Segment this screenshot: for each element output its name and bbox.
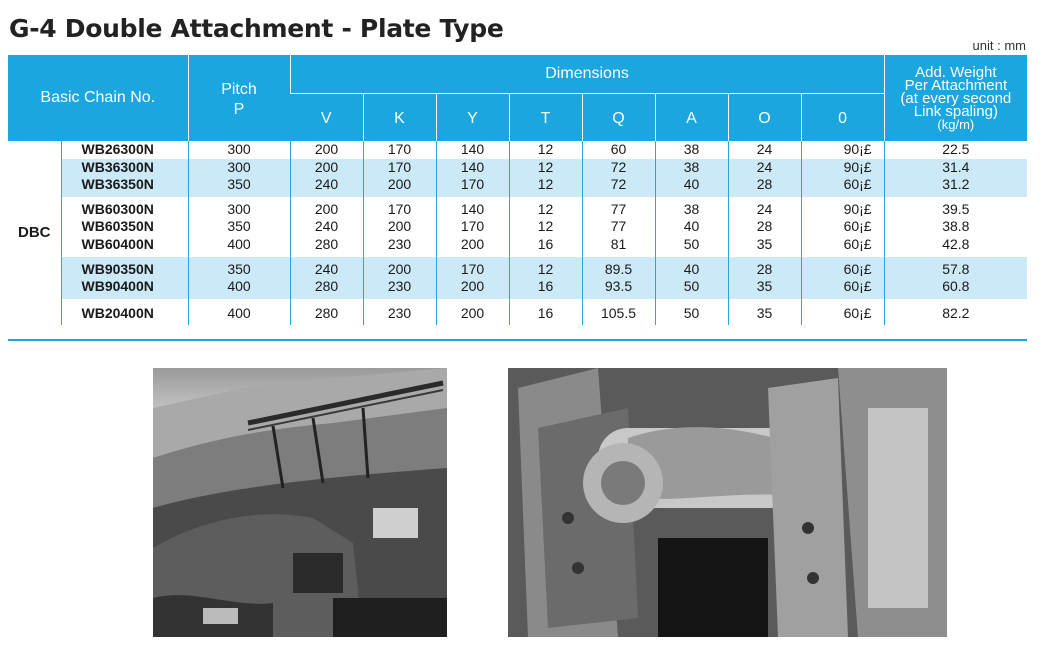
cell-o: 28 bbox=[728, 176, 801, 197]
table-row bbox=[8, 141, 1027, 159]
cell-k: 230 bbox=[363, 236, 436, 257]
header-weight-line2: Per Attachment bbox=[904, 76, 1008, 94]
table-row bbox=[8, 159, 1027, 177]
table-bottom-rule bbox=[8, 339, 1027, 341]
cell-t: 12 bbox=[509, 141, 582, 159]
cell-weight: 22.5 bbox=[884, 141, 1027, 159]
cell-k: 170 bbox=[363, 141, 436, 159]
cell-y: 140 bbox=[436, 141, 509, 159]
cell-weight: 42.8 bbox=[884, 236, 1027, 257]
header-pitch-symbol: P bbox=[233, 101, 245, 118]
cell-a: 38 bbox=[655, 141, 728, 159]
cell-model: WB60400N bbox=[61, 236, 188, 257]
cell-q: 89.5 bbox=[582, 257, 655, 278]
cell-pitch: 300 bbox=[188, 141, 290, 159]
cell-v: 240 bbox=[290, 257, 363, 278]
table-body bbox=[8, 141, 1027, 325]
cell-a: 40 bbox=[655, 176, 728, 197]
cell-k: 200 bbox=[363, 257, 436, 278]
header-col-angle: 0 bbox=[801, 93, 884, 141]
cell-angle: 60¡£ bbox=[801, 236, 884, 257]
cell-pitch: 300 bbox=[188, 197, 290, 218]
cell-q: 81 bbox=[582, 236, 655, 257]
cell-y: 170 bbox=[436, 176, 509, 197]
cell-v: 240 bbox=[290, 176, 363, 197]
cell-angle: 90¡£ bbox=[801, 159, 884, 177]
cell-pitch: 350 bbox=[188, 176, 290, 197]
cell-model: WB60300N bbox=[61, 197, 188, 218]
header-col-k: K bbox=[363, 93, 436, 141]
cell-model: WB20400N bbox=[61, 299, 188, 325]
spec-table bbox=[8, 55, 1027, 325]
cell-y: 170 bbox=[436, 257, 509, 278]
cell-t: 12 bbox=[509, 176, 582, 197]
cell-q: 60 bbox=[582, 141, 655, 159]
header-col-t: T bbox=[509, 93, 582, 141]
cell-k: 200 bbox=[363, 218, 436, 236]
cell-pitch: 400 bbox=[188, 236, 290, 257]
cell-angle: 90¡£ bbox=[801, 197, 884, 218]
cell-q: 77 bbox=[582, 218, 655, 236]
cell-weight: 82.2 bbox=[884, 299, 1027, 325]
series-label: DBC bbox=[18, 224, 51, 242]
cell-a: 40 bbox=[655, 257, 728, 278]
cell-a: 50 bbox=[655, 236, 728, 257]
cell-t: 16 bbox=[509, 236, 582, 257]
table-row bbox=[8, 299, 1027, 325]
cell-v: 280 bbox=[290, 299, 363, 325]
cell-v: 280 bbox=[290, 278, 363, 299]
cell-k: 230 bbox=[363, 299, 436, 325]
cell-t: 12 bbox=[509, 159, 582, 177]
cell-y: 170 bbox=[436, 218, 509, 236]
cell-y: 140 bbox=[436, 197, 509, 218]
cell-model: WB26300N bbox=[61, 141, 188, 159]
cell-pitch: 350 bbox=[188, 257, 290, 278]
cell-weight: 38.8 bbox=[884, 218, 1027, 236]
cell-o: 24 bbox=[728, 197, 801, 218]
cell-v: 200 bbox=[290, 141, 363, 159]
header-col-q: Q bbox=[582, 93, 655, 141]
cell-model: WB90400N bbox=[61, 278, 188, 299]
cell-k: 230 bbox=[363, 278, 436, 299]
header-col-y: Y bbox=[436, 93, 509, 141]
cell-q: 77 bbox=[582, 197, 655, 218]
cell-q: 93.5 bbox=[582, 278, 655, 299]
cell-a: 50 bbox=[655, 278, 728, 299]
cell-v: 200 bbox=[290, 197, 363, 218]
header-col-v: V bbox=[290, 93, 363, 141]
cell-weight: 60.8 bbox=[884, 278, 1027, 299]
cell-angle: 60¡£ bbox=[801, 257, 884, 278]
table-row bbox=[8, 278, 1027, 299]
cell-t: 12 bbox=[509, 218, 582, 236]
table-row bbox=[8, 176, 1027, 197]
cell-model: WB36300N bbox=[61, 159, 188, 177]
cell-angle: 60¡£ bbox=[801, 278, 884, 299]
cell-model: WB36350N bbox=[61, 176, 188, 197]
cell-o: 35 bbox=[728, 278, 801, 299]
cell-weight: 31.2 bbox=[884, 176, 1027, 197]
cell-y: 200 bbox=[436, 236, 509, 257]
cell-t: 16 bbox=[509, 278, 582, 299]
header-pitch bbox=[188, 55, 290, 141]
header-weight-line3: (at every second bbox=[900, 89, 1012, 107]
cell-y: 140 bbox=[436, 159, 509, 177]
cell-v: 240 bbox=[290, 218, 363, 236]
cell-o: 28 bbox=[728, 218, 801, 236]
header-col-o: O bbox=[728, 93, 801, 141]
cell-angle: 60¡£ bbox=[801, 176, 884, 197]
cell-o: 24 bbox=[728, 159, 801, 177]
table-row bbox=[8, 197, 1027, 218]
header-col-a: A bbox=[655, 93, 728, 141]
cell-k: 170 bbox=[363, 197, 436, 218]
cell-model: WB90350N bbox=[61, 257, 188, 278]
cell-y: 200 bbox=[436, 278, 509, 299]
cell-k: 200 bbox=[363, 176, 436, 197]
quarry-conveyor-photo bbox=[153, 368, 447, 637]
cell-q: 72 bbox=[582, 176, 655, 197]
header-weight-unit: (kg/m) bbox=[937, 116, 975, 132]
table-row bbox=[8, 257, 1027, 278]
cell-q: 72 bbox=[582, 159, 655, 177]
cell-angle: 90¡£ bbox=[801, 141, 884, 159]
cell-a: 38 bbox=[655, 197, 728, 218]
cell-pitch: 400 bbox=[188, 299, 290, 325]
header-pitch-label: Pitch bbox=[221, 81, 257, 98]
chain-attachment-photo bbox=[508, 368, 947, 637]
cell-model: WB60350N bbox=[61, 218, 188, 236]
cell-o: 24 bbox=[728, 141, 801, 159]
cell-a: 40 bbox=[655, 218, 728, 236]
cell-o: 35 bbox=[728, 299, 801, 325]
chain-illustration bbox=[508, 368, 947, 637]
cell-v: 200 bbox=[290, 159, 363, 177]
cell-o: 28 bbox=[728, 257, 801, 278]
cell-q: 105.5 bbox=[582, 299, 655, 325]
cell-a: 50 bbox=[655, 299, 728, 325]
table-row bbox=[8, 236, 1027, 257]
cell-k: 170 bbox=[363, 159, 436, 177]
cell-t: 12 bbox=[509, 257, 582, 278]
header-weight bbox=[884, 55, 1027, 141]
cell-weight: 39.5 bbox=[884, 197, 1027, 218]
cell-weight: 57.8 bbox=[884, 257, 1027, 278]
cell-pitch: 350 bbox=[188, 218, 290, 236]
page-title: G-4 Double Attachment - Plate Type bbox=[9, 14, 504, 43]
cell-t: 16 bbox=[509, 299, 582, 325]
cell-o: 35 bbox=[728, 236, 801, 257]
quarry-illustration bbox=[153, 368, 447, 637]
table-row bbox=[8, 218, 1027, 236]
cell-pitch: 300 bbox=[188, 159, 290, 177]
cell-a: 38 bbox=[655, 159, 728, 177]
cell-angle: 60¡£ bbox=[801, 218, 884, 236]
header-dimensions: Dimensions bbox=[290, 55, 884, 93]
cell-weight: 31.4 bbox=[884, 159, 1027, 177]
header-weight-line4: Link spaling) bbox=[913, 102, 998, 120]
cell-v: 280 bbox=[290, 236, 363, 257]
cell-t: 12 bbox=[509, 197, 582, 218]
unit-label: unit : mm bbox=[972, 38, 1026, 53]
header-basic-chain: Basic Chain No. bbox=[8, 55, 188, 141]
cell-angle: 60¡£ bbox=[801, 299, 884, 325]
header-weight-line1: Add. Weight bbox=[915, 63, 997, 81]
cell-pitch: 400 bbox=[188, 278, 290, 299]
cell-y: 200 bbox=[436, 299, 509, 325]
